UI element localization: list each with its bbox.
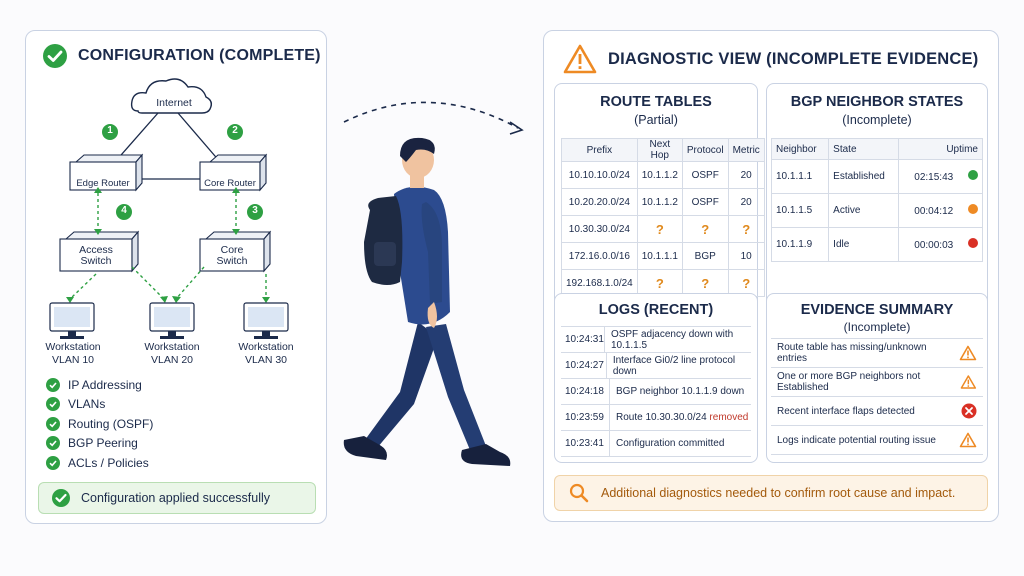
workstation-icon [50, 303, 94, 339]
state-cell: Established [829, 160, 899, 194]
evidence-text: Logs indicate potential routing issue [777, 434, 936, 446]
step-number: 4 [121, 205, 127, 216]
logs-panel [554, 293, 758, 463]
log-message: Interface Gi0/2 line protocol down [612, 354, 736, 377]
core-switch-line2: Switch [216, 255, 248, 267]
check-circle-icon [46, 436, 60, 450]
log-time: 10:24:31 [561, 327, 605, 352]
table-row [562, 162, 765, 189]
checklist-label: VLANs [68, 397, 106, 412]
bgp-subtitle: (Incomplete) [842, 113, 912, 127]
column-header: State [829, 139, 899, 160]
status-dot-green-icon [968, 170, 978, 180]
status-dot-orange-icon [968, 204, 978, 214]
checklist-item [46, 453, 153, 473]
workstation-label [137, 341, 207, 367]
check-circle-icon [51, 488, 71, 508]
access-switch-label [60, 245, 132, 267]
metric-cell: 10 [728, 243, 764, 270]
workstation-icon [150, 303, 194, 339]
access-switch-line2: Switch [80, 255, 112, 267]
bgp-neighbor-panel [766, 83, 988, 307]
prefix-cell: 172.16.0.0/16 [562, 243, 638, 270]
step-number: 1 [107, 125, 113, 136]
removed-tag: removed [709, 412, 749, 423]
logs-title: LOGS (RECENT) [598, 302, 714, 318]
table-row [562, 216, 765, 243]
route-tables-title: ROUTE TABLES [600, 94, 712, 110]
table-row [562, 189, 765, 216]
log-list [561, 326, 751, 457]
log-time: 10:24:18 [561, 379, 610, 404]
uptime-cell [899, 160, 983, 194]
step-number: 2 [232, 125, 238, 136]
protocol-cell: OSPF [682, 189, 728, 216]
log-row [561, 379, 751, 405]
evidence-text: Recent interface flaps detected [777, 405, 915, 417]
edge-router-label: Edge Router [76, 178, 130, 189]
success-message: Configuration applied successfully [81, 491, 270, 505]
unknown-cell: ? [637, 270, 682, 297]
unknown-cell: ? [682, 216, 728, 243]
workstation-icon [244, 303, 288, 339]
prefix-cell: 10.20.20.0/24 [562, 189, 638, 216]
walking-person-illustration [330, 132, 530, 477]
next-hop-cell: 10.1.1.2 [637, 162, 682, 189]
checklist-item [46, 395, 153, 415]
success-banner [38, 482, 316, 514]
unknown-cell: ? [637, 216, 682, 243]
diagnostics-message: Additional diagnostics needed to confirm root cause and impact. [601, 486, 956, 500]
check-circle-icon [46, 456, 60, 470]
log-row [561, 431, 751, 457]
log-message: OSPF adjacency down with 10.1.1.5 [610, 328, 734, 351]
warning-icon [960, 374, 977, 390]
protocol-cell: BGP [682, 243, 728, 270]
check-circle-icon [46, 417, 60, 431]
workstation-label [38, 341, 108, 367]
column-header: Metric [728, 139, 764, 162]
table-row [772, 194, 983, 228]
evidence-row [771, 426, 983, 455]
warning-icon [959, 432, 977, 448]
table-row [772, 160, 983, 194]
configuration-checklist [46, 375, 153, 473]
column-header: Prefix [562, 139, 638, 162]
metric-cell: 20 [728, 189, 764, 216]
evidence-text: Route table has missing/unknown entries [777, 342, 927, 364]
workstation-vlan: VLAN 20 [150, 354, 194, 366]
unknown-cell: ? [728, 270, 764, 297]
log-row [561, 327, 751, 353]
route-tables-subtitle: (Partial) [634, 113, 678, 127]
column-header: Uptime [899, 139, 983, 160]
table-header-row [772, 139, 983, 160]
diagnostic-title: DIAGNOSTIC VIEW (INCOMPLETE EVIDENCE) [608, 49, 979, 68]
workstation-name: Workstation [45, 341, 101, 353]
configuration-panel [25, 30, 327, 524]
prefix-cell: 192.168.1.0/24 [562, 270, 638, 297]
diagnostics-needed-banner [554, 475, 988, 511]
workstation-name: Workstation [144, 341, 200, 353]
next-hop-cell: 10.1.1.2 [637, 189, 682, 216]
evidence-row [771, 339, 983, 368]
table-row [562, 243, 765, 270]
checklist-label: Routing (OSPF) [68, 416, 154, 431]
unknown-cell: ? [728, 216, 764, 243]
evidence-summary-panel [766, 293, 988, 463]
log-message: Configuration committed [616, 438, 725, 449]
prefix-cell: 10.10.10.0/24 [562, 162, 638, 189]
log-time: 10:23:59 [561, 405, 610, 430]
step-number: 3 [252, 205, 258, 216]
network-diagram [26, 31, 326, 371]
log-row [561, 405, 751, 431]
checklist-item [46, 434, 153, 454]
column-header: Protocol [682, 139, 728, 162]
log-time: 10:24:27 [561, 353, 607, 378]
log-message-text: Route 10.30.30.0/24 [616, 412, 710, 423]
internet-label: Internet [156, 97, 192, 109]
diagnostic-panel [543, 30, 999, 522]
core-switch-line1: Core [220, 244, 244, 256]
bgp-title: BGP NEIGHBOR STATES [790, 94, 964, 110]
evidence-list [771, 338, 983, 455]
log-time: 10:23:41 [561, 431, 610, 456]
bgp-table [771, 138, 983, 262]
magnifier-icon [569, 483, 589, 503]
checklist-item [46, 375, 153, 395]
table-header-row [562, 139, 765, 162]
warning-icon [562, 43, 598, 75]
prefix-cell: 10.30.30.0/24 [562, 216, 638, 243]
protocol-cell: OSPF [682, 162, 728, 189]
neighbor-cell: 10.1.1.9 [772, 228, 829, 262]
route-tables-panel [554, 83, 758, 307]
uptime-cell [899, 228, 983, 262]
state-cell: Idle [829, 228, 899, 262]
workstation-label [231, 341, 301, 367]
checklist-item [46, 414, 153, 434]
log-message [610, 412, 748, 423]
status-dot-red-icon [968, 238, 978, 248]
check-circle-icon [46, 397, 60, 411]
transition-arrow [340, 88, 530, 138]
evidence-subtitle: (Incomplete) [843, 320, 911, 334]
log-message: BGP neighbor 10.1.1.9 down [616, 386, 745, 397]
checklist-label: BGP Peering [68, 436, 138, 451]
evidence-row [771, 368, 983, 397]
neighbor-cell: 10.1.1.5 [772, 194, 829, 228]
log-row [561, 353, 751, 379]
evidence-text: One or more BGP neighbors not Established [777, 371, 921, 393]
warning-icon [959, 345, 977, 361]
checklist-label: IP Addressing [68, 377, 142, 392]
core-router-label: Core Router [204, 178, 256, 189]
uptime-cell [899, 194, 983, 228]
unknown-cell: ? [682, 270, 728, 297]
diagnostic-header [562, 43, 978, 75]
table-row [772, 228, 983, 262]
uptime-value: 02:15:43 [914, 172, 954, 183]
metric-cell: 20 [728, 162, 764, 189]
access-switch-line1: Access [79, 244, 113, 256]
column-header: Neighbor [772, 139, 829, 160]
uptime-value: 00:00:03 [914, 240, 954, 251]
column-header: Next Hop [637, 139, 682, 162]
configuration-title: CONFIGURATION (COMPLETE) [78, 47, 321, 64]
route-table [561, 138, 765, 297]
checklist-label: ACLs / Policies [68, 455, 149, 470]
state-cell: Active [829, 194, 899, 228]
core-switch-label [200, 245, 264, 267]
workstation-vlan: VLAN 10 [51, 354, 95, 366]
error-icon [961, 403, 977, 419]
workstation-name: Workstation [238, 341, 294, 353]
check-circle-icon [46, 378, 60, 392]
evidence-row [771, 397, 983, 426]
evidence-title: EVIDENCE SUMMARY [800, 302, 954, 318]
next-hop-cell: 10.1.1.1 [637, 243, 682, 270]
neighbor-cell: 10.1.1.1 [772, 160, 829, 194]
uptime-value: 00:04:12 [914, 206, 954, 217]
workstation-vlan: VLAN 30 [244, 354, 288, 366]
